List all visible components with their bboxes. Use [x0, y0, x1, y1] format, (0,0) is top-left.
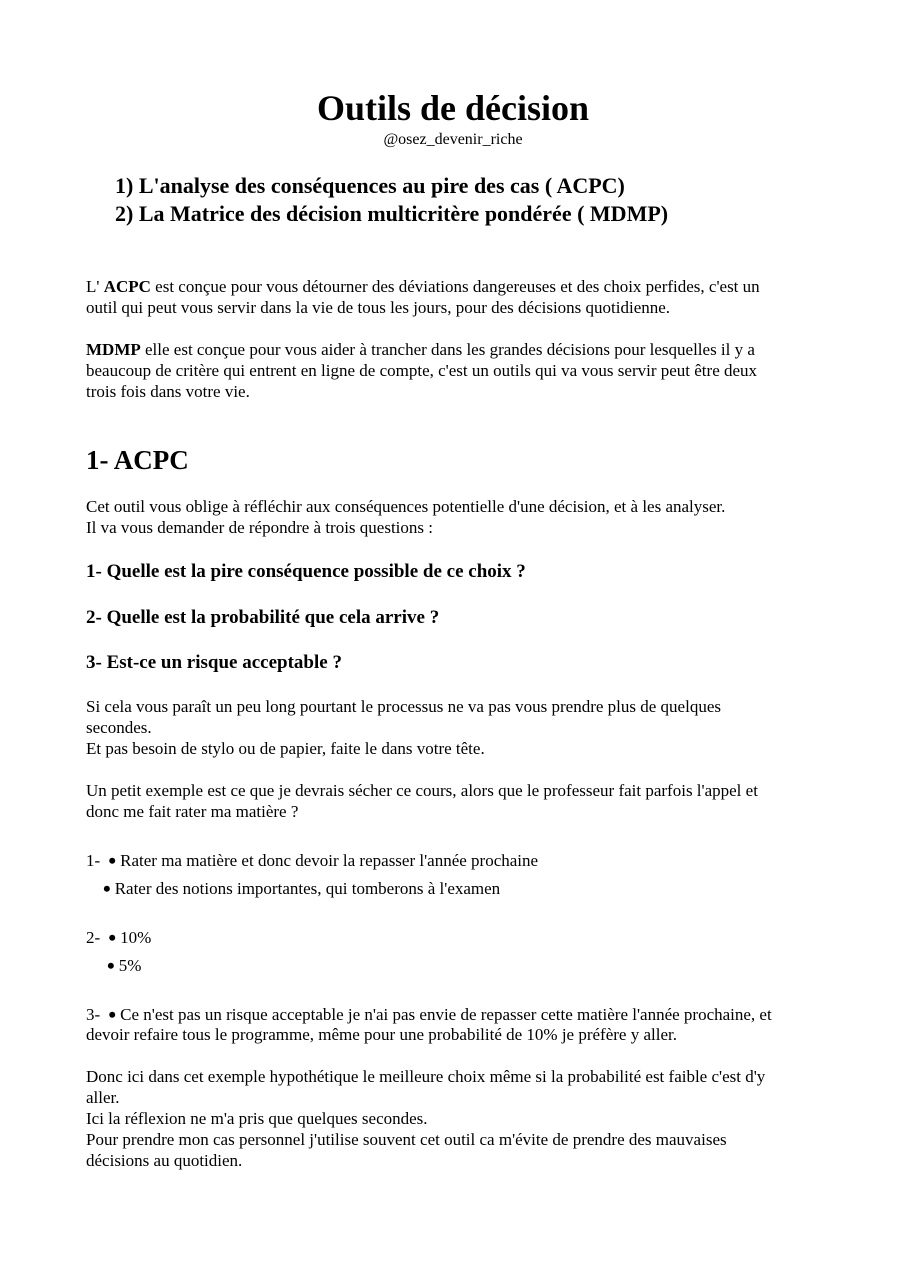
answer2-item-2: • 5% — [107, 953, 142, 978]
answer1-item-2: • Rater des notions importantes, qui tomberons à l'examen — [103, 876, 501, 901]
question-3: 3- Est-ce un risque acceptable ? — [86, 652, 342, 673]
question-2: 2- Quelle est la probabilité que cela arrive ? — [86, 607, 440, 628]
toc-item-1: 1) L'analyse des conséquences au pire des cas ( ACPC) — [115, 173, 625, 198]
acpc-term: ACPC — [103, 277, 151, 296]
question-1: 1- Quelle est la pire conséquence possible de ce choix ? — [86, 561, 526, 582]
intro-mdmp-line-2: beaucoup de critère qui entrent en ligne de compte, c'est un outils qui va vous servir peut être deux — [86, 361, 758, 380]
author-handle: @osez_devenir_riche — [383, 131, 523, 148]
answer1-item-1: 1- • Rater ma matière et donc devoir la repasser l'année prochaine — [86, 848, 539, 873]
answer3-line-1: 3- • Ce n'est pas un risque acceptable je n'ai pas envie de repasser cette matière l'année prochaine, et — [86, 1002, 772, 1027]
mdmp-term: MDMP — [86, 340, 141, 359]
conclusion-line-4: Pour prendre mon cas personnel j'utilise souvent cet outil ca m'évite de prendre des mauvaises — [86, 1130, 727, 1149]
conclusion-line-1: Donc ici dans cet exemple hypothétique le meilleure choix même si la probabilité est faible c'est d'y — [86, 1067, 766, 1086]
para1-line-1: Si cela vous paraît un peu long pourtant le processus ne va pas vous prendre plus de quelques — [86, 697, 721, 716]
intro-mdmp-line-1: MDMP elle est conçue pour vous aider à trancher dans les grandes décisions pour lesquelles il y a — [86, 340, 755, 359]
answer2-item-1: 2- • 10% — [86, 925, 152, 950]
intro-acpc-line-2: outil qui peut vous servir dans la vie de tous les jours, pour des décisions quotidienne. — [86, 298, 671, 317]
para1-line-3: Et pas besoin de stylo ou de papier, faite le dans votre tête. — [86, 739, 485, 758]
conclusion-line-5: décisions au quotidien. — [86, 1151, 243, 1170]
section-heading-acpc: 1- ACPC — [86, 445, 189, 475]
bullet-icon: • — [107, 953, 115, 978]
conclusion-line-2: aller. — [86, 1088, 120, 1107]
intro-acpc-line-1: L' ACPC est conçue pour vous détourner des déviations dangereuses et des choix perfides, c'est un — [86, 277, 760, 296]
para1-line-2: secondes. — [86, 718, 152, 737]
page-title: Outils de décision — [316, 88, 590, 128]
answer3-line-2: devoir refaire tous le programme, même pour une probabilité de 10% je préfère y aller. — [86, 1025, 677, 1044]
example-line-1: Un petit exemple est ce que je devrais sécher ce cours, alors que le professeur fait parfois l'appel et — [86, 781, 758, 800]
bullet-icon: • — [108, 1002, 117, 1027]
bullet-icon: • — [108, 925, 117, 950]
example-line-2: donc me fait rater ma matière ? — [86, 802, 299, 821]
section-intro-line-2: Il va vous demander de répondre à trois questions : — [86, 518, 433, 537]
conclusion-line-3: Ici la réflexion ne m'a pris que quelques secondes. — [86, 1109, 428, 1128]
intro-mdmp-line-3: trois fois dans votre vie. — [86, 382, 250, 401]
bullet-icon: • — [103, 876, 111, 901]
bullet-icon: • — [108, 848, 117, 873]
toc-item-2: 2) La Matrice des décision multicritère pondérée ( MDMP) — [115, 201, 669, 226]
section-intro-line-1: Cet outil vous oblige à réfléchir aux conséquences potentielle d'une décision, et à les analyser. — [86, 497, 726, 516]
